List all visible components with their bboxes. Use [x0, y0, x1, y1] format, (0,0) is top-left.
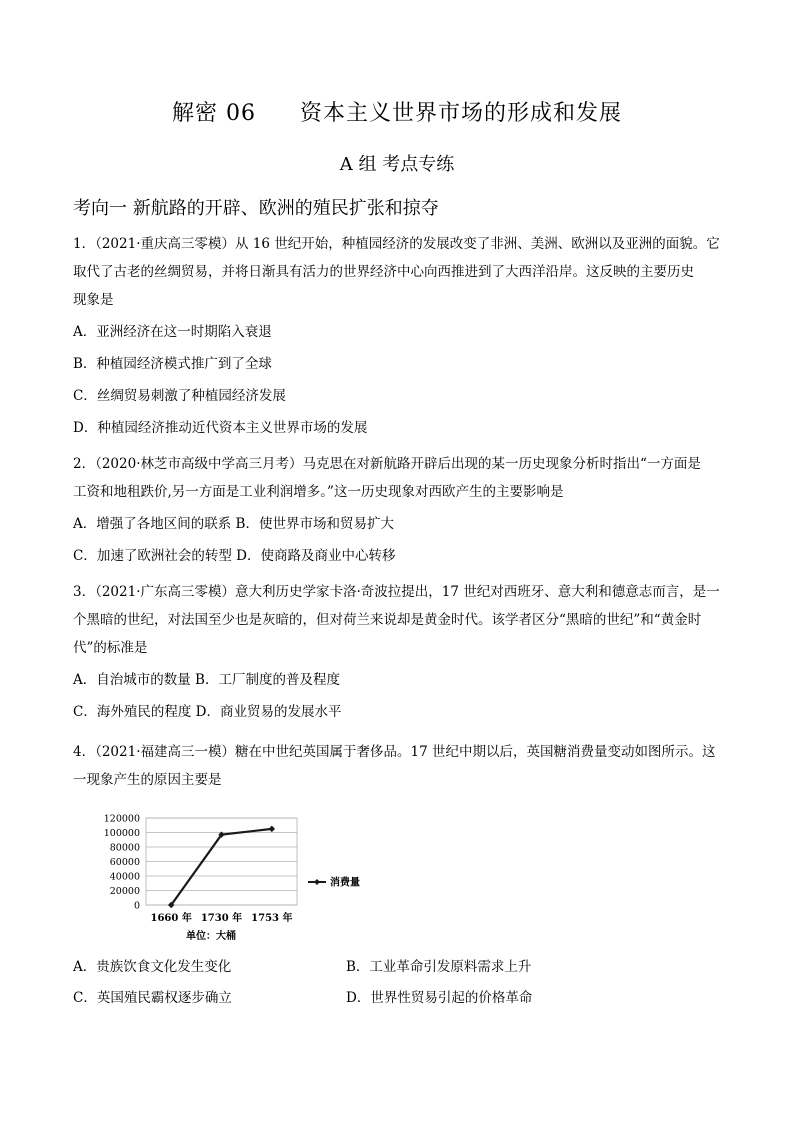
- question-3: [73, 578, 733, 726]
- question-1-option-b[interactable]: B．种植园经济模式推广到了全球: [73, 356, 272, 372]
- chart-unit-label: 单位：大桶: [186, 931, 236, 942]
- chart-legend: [308, 876, 360, 889]
- question-4-option-c[interactable]: C．英国殖民霸权逐步确立: [73, 990, 232, 1006]
- question-1-stem-line: 1．（2021·重庆高三零模）从 16 世纪开始，种植园经济的发展改变了非洲、美洲、欧洲以及亚洲的面貌。它: [73, 236, 720, 252]
- question-1-option-c[interactable]: C．丝绸贸易刺激了种植园经济发展: [73, 388, 286, 404]
- question-1-option-a[interactable]: A．亚洲经济在这一时期陷入衰退: [73, 324, 272, 340]
- chart-x-ticks: [151, 911, 293, 924]
- question-2-options-cd[interactable]: C．加速了欧洲社会的转型 D．使商路及商业中心转移: [73, 548, 396, 564]
- chart-x-tick-label: 1730 年: [200, 913, 243, 924]
- question-3-stem-line: 3．（2021·广东高三零模）意大利历史学家卡洛·奇波拉提出，17 世纪对西班牙、意大利和德意志而言，是一: [73, 584, 720, 600]
- question-2-options-ab[interactable]: A．增强了各地区间的联系 B．使世界市场和贸易扩大: [73, 516, 394, 532]
- question-1-stem-line: 现象是: [73, 292, 114, 308]
- question-2-stem-line: 工资和地租跌价,另一方面是工业利润增多。”这一历史现象对西欧产生的主要影响是: [73, 484, 564, 500]
- page-title: [0, 96, 794, 127]
- chart-y-ticks: [104, 814, 140, 912]
- chart-y-tick-label: 100000: [103, 828, 140, 839]
- question-4-stem-line: 4．（2021·福建高三一模）糖在中世纪英国属于奢侈品。17 世纪中期以后，英国糖消费量变动如图所示。这: [73, 744, 716, 760]
- chart-data-point: [269, 826, 275, 832]
- section-heading: 考向一 新航路的开辟、欧洲的殖民扩张和掠夺: [73, 198, 439, 219]
- chart-legend-marker: [314, 879, 320, 885]
- question-4: [73, 738, 733, 794]
- question-1-option-d[interactable]: D．种植园经济推动近代资本主义世界市场的发展: [73, 420, 368, 436]
- question-4-option-a[interactable]: A．贵族饮食文化发生变化: [73, 959, 232, 975]
- question-4-option-d[interactable]: D．世界性贸易引起的价格革命: [346, 990, 533, 1006]
- chart-y-tick-label: 80000: [109, 842, 140, 854]
- chart-gridlines: [146, 818, 297, 905]
- chart-series-line: [171, 829, 272, 905]
- chart-y-tick-label: 20000: [109, 886, 140, 897]
- chart-y-tick-label: 60000: [109, 857, 140, 868]
- question-2: [73, 450, 733, 570]
- question-1-stem-line: 取代了古老的丝绸贸易，并将日渐具有活力的世界经济中心向西推进到了大西洋沿岸。这反映的主要历史: [73, 264, 694, 280]
- group-subtitle: A 组 考点专练: [339, 154, 455, 175]
- chart-y-tick-label: 0: [133, 900, 140, 912]
- chart-x-tick-label: 1660 年: [150, 913, 192, 924]
- chart-y-tick-label: 40000: [109, 871, 140, 883]
- chart-series: [168, 826, 275, 909]
- question-2-stem-line: 2．（2020·林芝市高级中学高三月考）马克思在对新航路开辟后出现的某一历史现象分析时指出“一方面是: [73, 456, 701, 472]
- question-3-options-cd[interactable]: C．海外殖民的程度 D．商业贸易的发展水平: [73, 704, 342, 720]
- chart-y-tick-label: 120000: [103, 813, 140, 825]
- question-1: [73, 230, 733, 442]
- question-4-option-b[interactable]: B．工业革命引发原料需求上升: [346, 959, 532, 975]
- sugar-consumption-chart: [70, 808, 390, 946]
- title-code: 解密 06: [171, 101, 256, 126]
- question-3-stem-line: 代”的标准是: [73, 640, 148, 656]
- title-topic: 资本主义世界市场的形成和发展: [299, 101, 622, 126]
- chart-legend-label: 消费量: [330, 877, 360, 889]
- question-4-stem-line: 一现象产生的原因主要是: [73, 772, 222, 788]
- question-3-options-ab[interactable]: A．自治城市的数量 B．工厂制度的普及程度: [73, 672, 340, 688]
- chart-x-tick-label: 1753 年: [251, 913, 293, 924]
- question-3-stem-line: 个黑暗的世纪，对法国至少也是灰暗的，但对荷兰来说却是黄金时代。该学者区分“黑暗的世纪”和“黄金时: [73, 612, 702, 628]
